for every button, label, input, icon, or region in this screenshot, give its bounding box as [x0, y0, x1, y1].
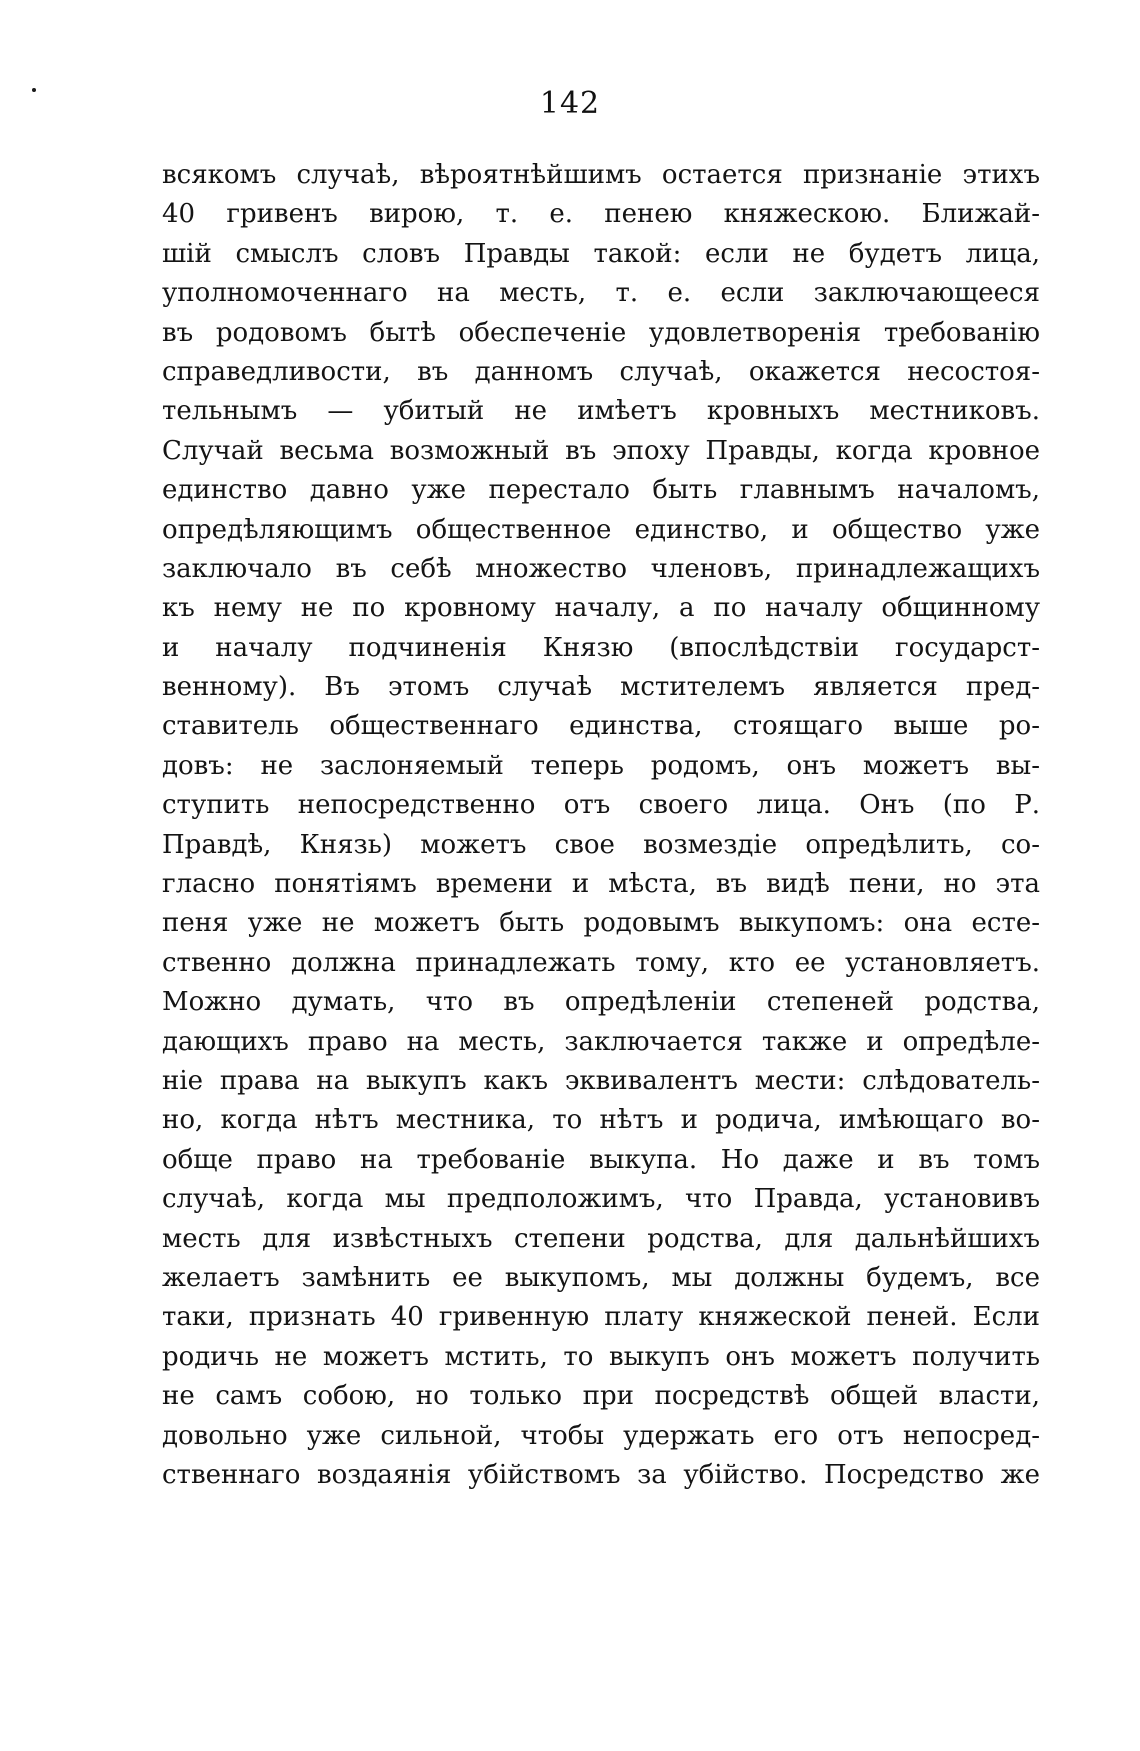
text-line: Правдѣ, Князь) можетъ свое возмездіе опредѣлить, со-: [162, 829, 1040, 860]
text-line: желаетъ замѣнить ее выкупомъ, мы должны будемъ, все: [162, 1262, 1040, 1293]
text-line: довольно уже сильной, чтобы удержать его отъ непосред-: [162, 1420, 1040, 1451]
text-line: тельнымъ — убитый не имѣетъ кровныхъ местниковъ.: [162, 396, 1040, 427]
text-line: пеня уже не можетъ быть родовымъ выкупомъ: она есте-: [162, 908, 1040, 939]
text-line: къ нему не по кровному началу, а по началу общинному: [162, 593, 1040, 624]
text-line: ственно должна принадлежать тому, кто ее установляетъ.: [162, 947, 1040, 978]
text-line: опредѣляющимъ общественное единство, и общество уже: [162, 514, 1040, 545]
text-line: обще право на требованіе выкупа. Но даже и въ томъ: [162, 1144, 1040, 1175]
text-line: родичь не можетъ мстить, то выкупъ онъ можетъ получить: [162, 1341, 1040, 1372]
body-text: [162, 156, 1040, 1495]
text-line: Можно думать, что въ опредѣленіи степеней родства,: [162, 987, 1040, 1018]
text-line: и началу подчиненія Князю (впослѣдствіи государст-: [162, 632, 1040, 663]
text-line: справедливости, въ данномъ случаѣ, окажется несостоя-: [162, 356, 1040, 387]
text-line: ніе права на выкупъ какъ эквивалентъ мести: слѣдователь-: [162, 1065, 1040, 1096]
text-line: заключало въ себѣ множество членовъ, принадлежащихъ: [162, 553, 1040, 584]
text-line: дающихъ право на месть, заключается также и опредѣле-: [162, 1026, 1040, 1057]
text-line: гласно понятіямъ времени и мѣста, въ видѣ пени, но эта: [162, 869, 1040, 900]
text-line: шій смыслъ словъ Правды такой: если не будетъ лица,: [162, 238, 1040, 269]
text-line: всякомъ случаѣ, вѣроятнѣйшимъ остается признаніе этихъ: [162, 160, 1040, 190]
text-line: ступить непосредственно отъ своего лица. Онъ (по Р.: [162, 790, 1040, 821]
text-line: ставитель общественнаго единства, стоящаго выше ро-: [162, 711, 1040, 742]
text-line: 40 гривенъ вирою, т. е. пенею княжескою. Ближай-: [162, 199, 1040, 230]
text-line: ственнаго воздаянія убійствомъ за убійство. Посредство же: [162, 1459, 1040, 1490]
text-line: случаѣ, когда мы предположимъ, что Правда, установивъ: [162, 1184, 1040, 1215]
text-line: въ родовомъ бытѣ обеспеченіе удовлетворенія требованію: [162, 317, 1040, 348]
text-line: венному). Въ этомъ случаѣ мстителемъ является пред-: [162, 672, 1040, 703]
text-line: уполномоченнаго на месть, т. е. если заключающееся: [162, 278, 1040, 309]
page-number: 142: [539, 86, 601, 121]
text-line: но, когда нѣтъ местника, то нѣтъ и родича, имѣющаго во-: [162, 1105, 1040, 1136]
text-line: Случай весьма возможный въ эпоху Правды, когда кровное: [162, 435, 1040, 466]
text-line: таки, признать 40 гривенную плату княжеской пеней. Если: [162, 1302, 1040, 1333]
text-line: не самъ собою, но только при посредствѣ общей власти,: [162, 1381, 1040, 1412]
text-line: единство давно уже перестало быть главнымъ началомъ,: [162, 475, 1040, 506]
text-line: довъ: не заслоняемый теперь родомъ, онъ можетъ вы-: [162, 750, 1040, 781]
text-line: месть для извѣстныхъ степени родства, для дальнѣйшихъ: [162, 1223, 1040, 1254]
